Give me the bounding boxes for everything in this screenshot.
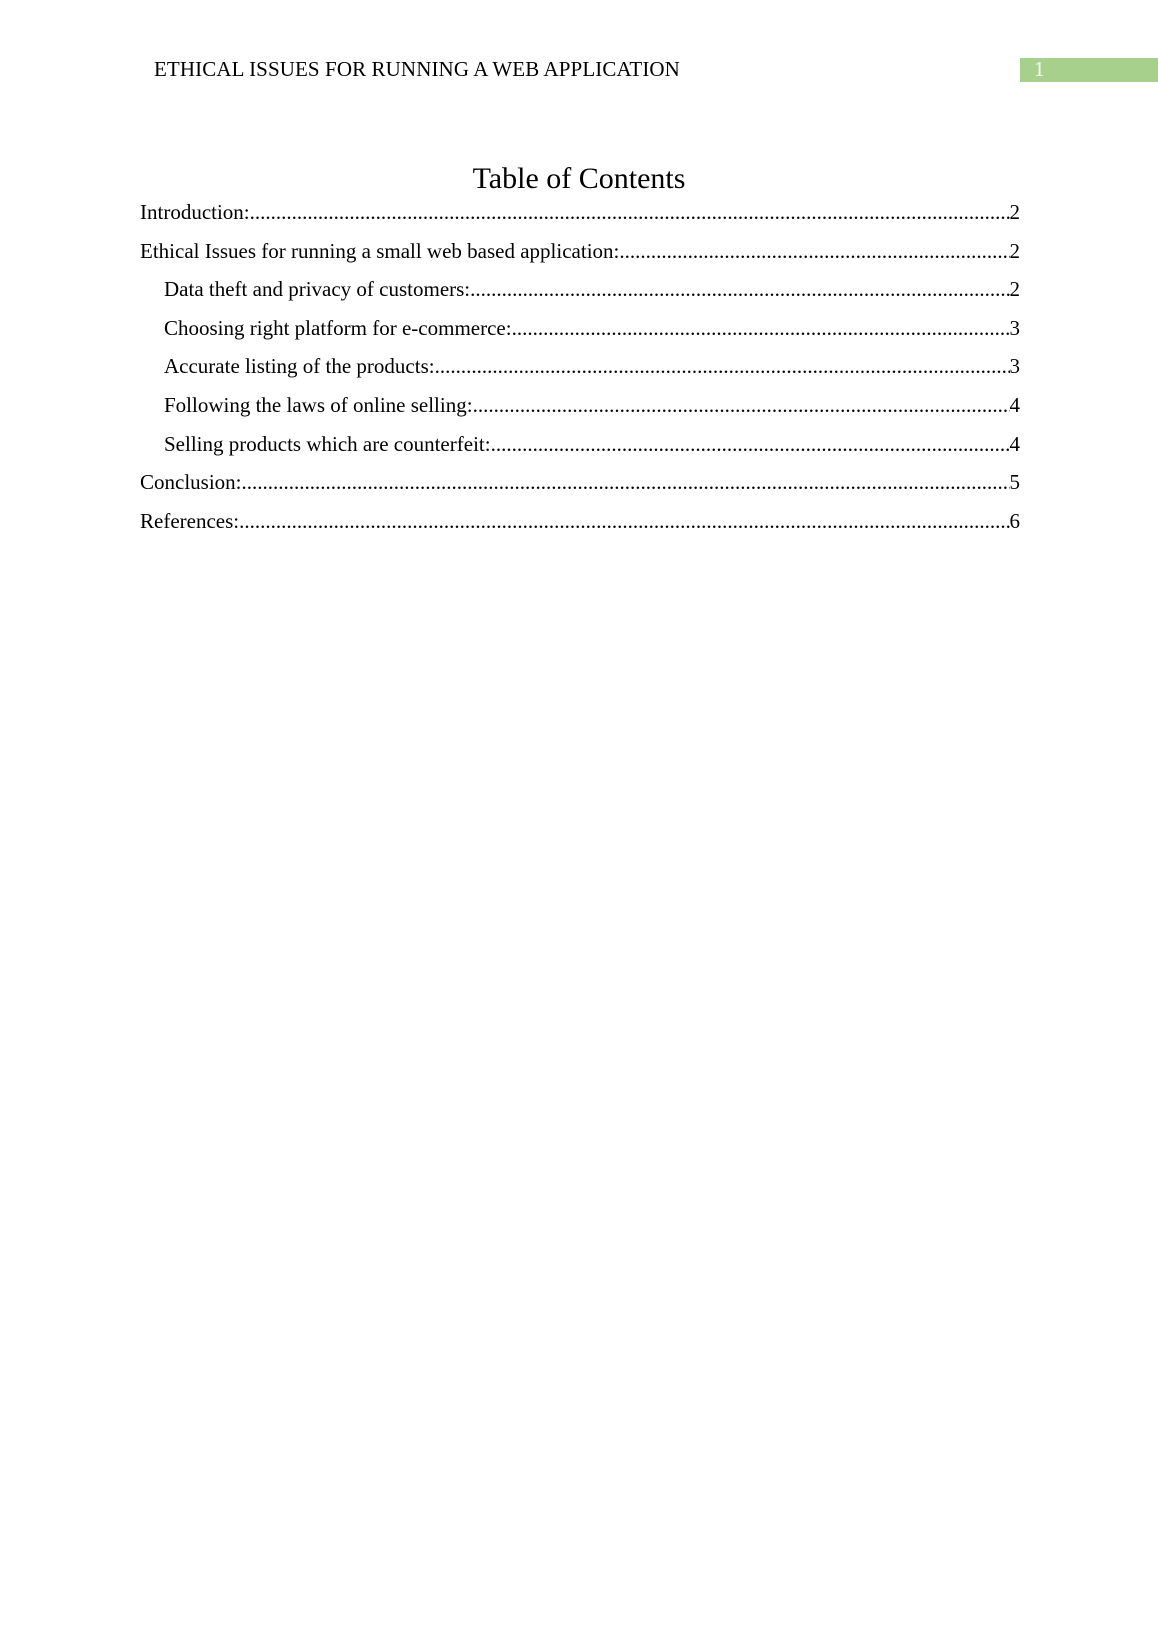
toc-entry-label: Introduction: — [140, 200, 250, 224]
table-of-contents — [140, 200, 1020, 547]
page-number: 1 — [1034, 57, 1045, 81]
dot-leader — [250, 200, 1010, 225]
toc-entry-label: Ethical Issues for running a small web based application: — [140, 238, 620, 263]
dot-leader — [242, 470, 1010, 495]
dot-leader — [470, 277, 1009, 302]
toc-entry-label: Following the laws of online selling: — [164, 392, 473, 417]
page-number-box — [1020, 58, 1158, 82]
toc-entry-page: 2 — [1009, 238, 1020, 263]
toc-entry-listing[interactable] — [140, 354, 1020, 393]
running-head: ETHICAL ISSUES FOR RUNNING A WEB APPLICATION — [154, 57, 680, 81]
toc-entry-label: Accurate listing of the products: — [164, 354, 435, 379]
toc-title: Table of Contents — [472, 162, 686, 195]
toc-entry-counterfeit[interactable] — [140, 432, 1020, 471]
toc-entry-page: 4 — [1009, 392, 1020, 417]
toc-entry-ethical-issues[interactable] — [140, 239, 1020, 278]
toc-entry-label: Selling products which are counterfeit: — [164, 431, 491, 456]
toc-entry-label: Conclusion: — [140, 470, 242, 495]
dot-leader — [491, 432, 1010, 457]
toc-entry-data-theft[interactable] — [140, 277, 1020, 316]
toc-entry-label: Data theft and privacy of customers: — [164, 277, 471, 302]
toc-entry-page: 3 — [1009, 315, 1020, 340]
toc-entry-page: 2 — [1009, 277, 1020, 302]
dot-leader — [512, 316, 1010, 341]
toc-entry-page: 6 — [1009, 508, 1020, 533]
toc-entry-page: 2 — [1009, 200, 1020, 224]
dot-leader — [473, 393, 1010, 418]
dot-leader — [239, 509, 1009, 534]
toc-entry-label: References: — [140, 508, 240, 533]
dot-leader — [435, 354, 1010, 379]
toc-entry-page: 5 — [1009, 470, 1020, 495]
toc-entry-platform[interactable] — [140, 316, 1020, 355]
toc-entry-page: 3 — [1009, 354, 1020, 379]
toc-entry-conclusion[interactable] — [140, 470, 1020, 509]
toc-entry-page: 4 — [1009, 431, 1020, 456]
toc-entry-laws[interactable] — [140, 393, 1020, 432]
toc-entry-introduction[interactable] — [140, 200, 1020, 239]
toc-entry-label: Choosing right platform for e-commerce: — [164, 315, 512, 340]
toc-entry-references[interactable] — [140, 509, 1020, 548]
dot-leader — [619, 239, 1009, 264]
